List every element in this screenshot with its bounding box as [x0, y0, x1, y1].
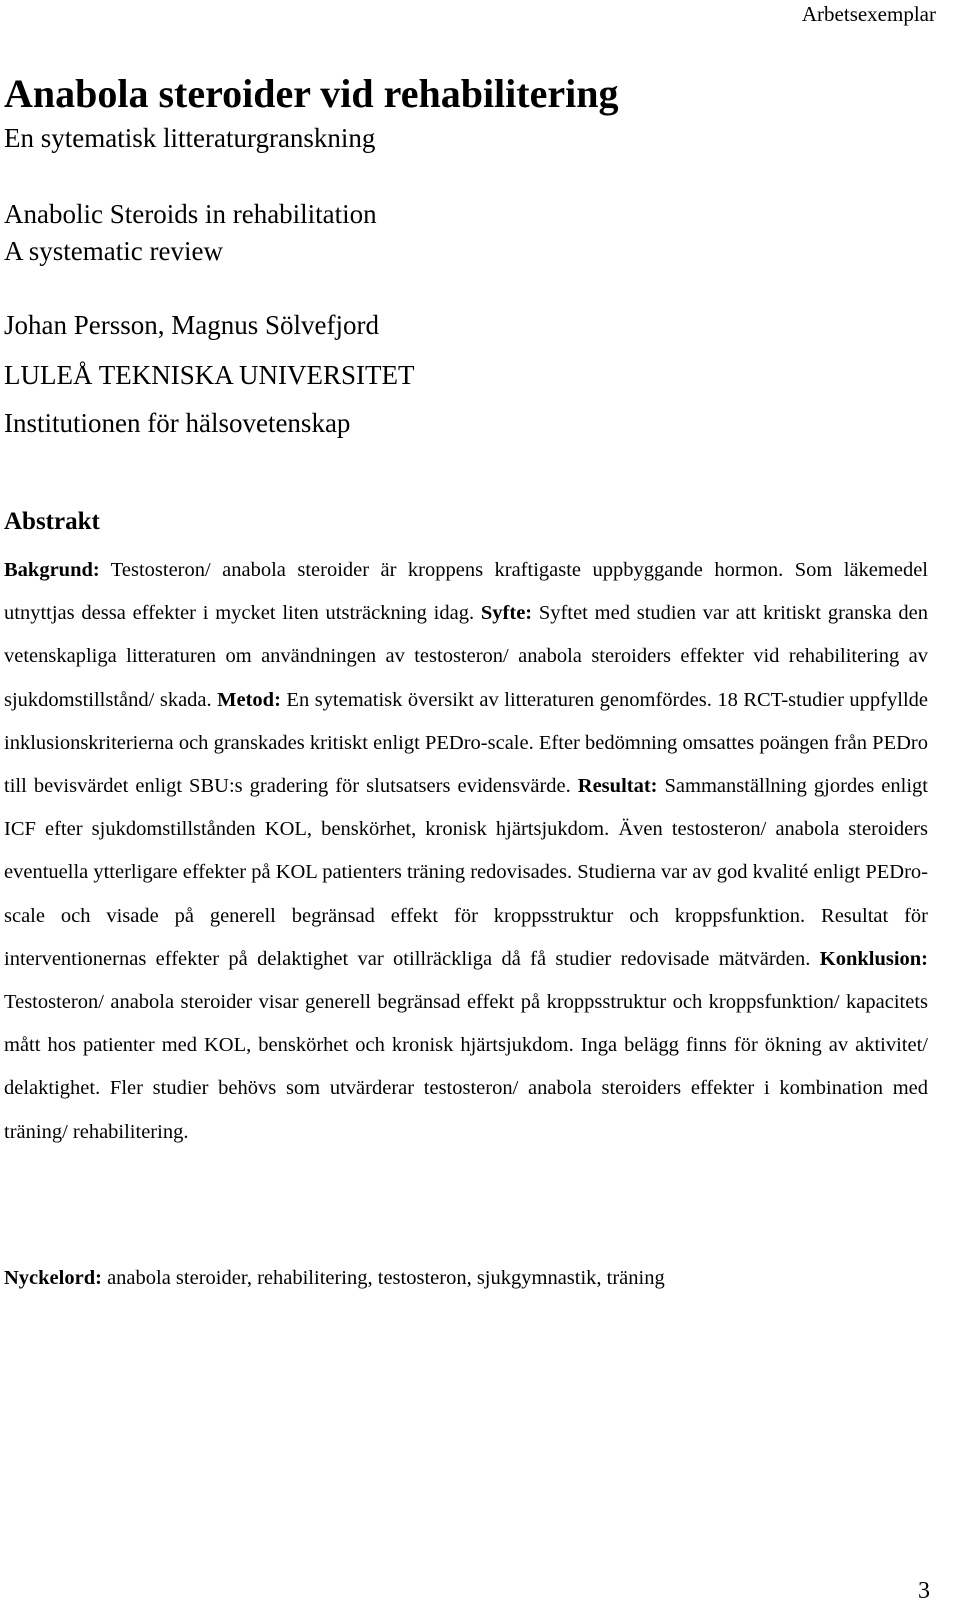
konklusion-text: Testosteron/ anabola steroider visar generell begränsad effekt på kroppsstruktur och kroppsfunktion/ kapacitets mått hos patienter med KOL, benskörhet och kronisk hjärtsjukdom. Inga belägg finns för ökning av aktivitet/ delaktighet. Fler studier behövs som utvärderar testosteron/ anabola steroiders effekter i kombination med träning/ rehabilitering.: [4, 991, 928, 1143]
author-names: Johan Persson, Magnus Sölvefjord: [4, 310, 379, 340]
abstract-heading: Abstrakt: [4, 508, 100, 535]
resultat-text: Sammanställning gjordes enligt ICF efter sjukdomstillstånden KOL, benskörhet, kronisk hjärtsjukdom. Även testosteron/ anabola steroiders eventuella ytterligare effekter på KOL patienters träning redovisades. Studierna var av god kvalité enligt PEDro-scale och visade på generell begränsad effekt för kroppsstruktur och kroppsfunktion. Resultat för interventionernas effekter på delaktighet var otillräckliga då få studier redovisade mätvärden.: [4, 775, 928, 970]
syfte-label: Syfte:: [480, 602, 533, 625]
bakgrund-text: Testosteron/ anabola steroider är kroppens kraftigaste uppbyggande hormon. Som läkemedel utnyttjas dessa effekter i mycket liten utsträckning idag.: [4, 559, 928, 625]
bakgrund-label: Bakgrund:: [4, 559, 100, 581]
swedish-title: Anabola steroider vid rehabilitering: [4, 71, 619, 116]
english-title: Anabolic Steroids in rehabilitation: [4, 199, 377, 229]
keywords-label: Nyckelord:: [4, 1267, 102, 1289]
document-status-label: Arbetsexemplar: [801, 2, 936, 26]
swedish-subtitle: En sytematisk litteraturgranskning: [4, 123, 376, 153]
metod-label: Metod:: [217, 688, 281, 711]
resultat-label: Resultat:: [577, 775, 658, 798]
page-number: 3: [918, 1578, 930, 1604]
department-name: Institutionen för hälsovetenskap: [4, 408, 351, 438]
metod-text: En sytematisk översikt av litteraturen genomfördes. 18 RCT-studier uppfyllde inklusionskriterierna och granskades kritiskt enligt PEDro-scale. Efter bedömning omsattes poängen från PEDro till bevisvärdet enligt SBU:s gradering för slutsatsers evidensvärde.: [4, 688, 928, 798]
abstract-body: [4, 549, 928, 1154]
keywords: [4, 1262, 928, 1294]
syfte-text: Syftet med studien var att kritiskt granska den vetenskapliga litteraturen om användningen av testosteron/ anabola steroiders effekter vid rehabilitering av sjukdomstillstånd/ skada.: [4, 602, 928, 711]
konklusion-label: Konklusion:: [819, 947, 928, 970]
english-subtitle: A systematic review: [4, 236, 223, 266]
keywords-text: anabola steroider, rehabilitering, testosteron, sjukgymnastik, träning: [101, 1267, 665, 1289]
university-name: LULEÅ TEKNISKA UNIVERSITET: [4, 360, 415, 390]
